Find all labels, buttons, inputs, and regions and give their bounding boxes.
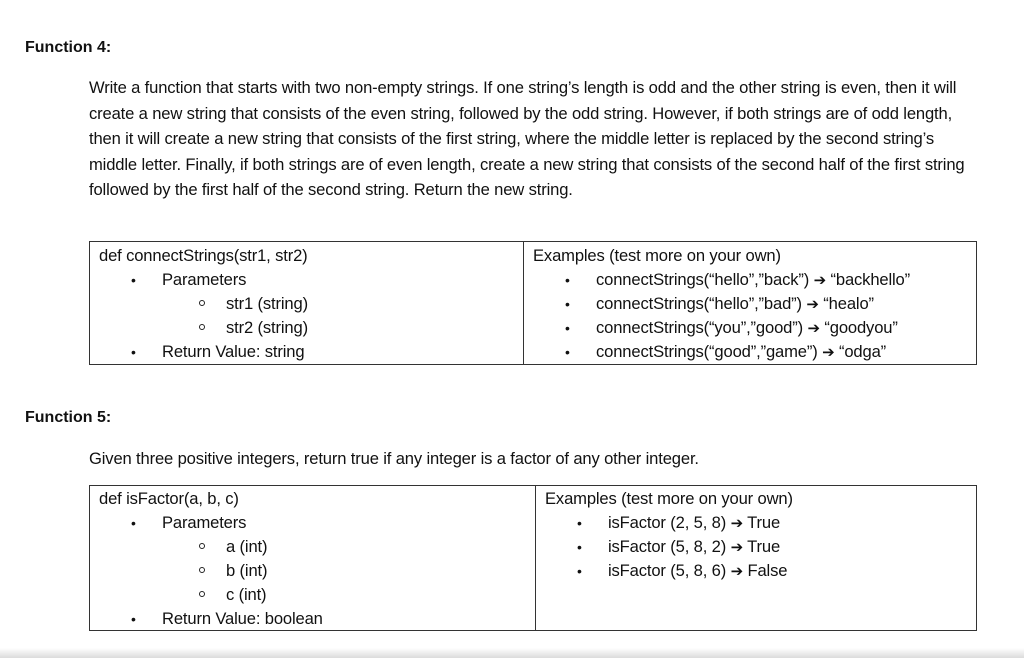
- example-call: isFactor (2, 5, 8): [608, 513, 727, 532]
- example-call: connectStrings(“hello”,”back”): [596, 270, 810, 289]
- arrow-right-icon: ➔: [806, 296, 819, 313]
- example-result: “odga”: [838, 342, 887, 361]
- function4-table: [89, 241, 977, 365]
- arrow-right-icon: ➔: [730, 515, 743, 532]
- example-call: isFactor (5, 8, 6): [608, 561, 727, 580]
- function5-description: Given three positive integers, return true if any integer is a factor of any other integer.: [89, 449, 699, 468]
- function4-heading: Function 4:: [25, 39, 112, 56]
- bullet-icon: •: [565, 344, 570, 360]
- function4-param-str2: str2 (string): [226, 318, 308, 337]
- circle-bullet-icon: [199, 324, 205, 330]
- example-result: False: [747, 561, 788, 580]
- function5-parameters-label: Parameters: [162, 513, 247, 532]
- bullet-icon: •: [577, 539, 582, 555]
- function4-param-str1: str1 (string): [226, 294, 308, 313]
- bullet-icon: •: [565, 296, 570, 312]
- bullet-icon: •: [131, 611, 136, 627]
- bullet-icon: •: [131, 344, 136, 360]
- arrow-right-icon: ➔: [730, 563, 743, 580]
- bullet-icon: •: [565, 320, 570, 336]
- bullet-icon: •: [565, 272, 570, 288]
- function5-signature-cell: [90, 486, 536, 630]
- function5-example-3: [608, 559, 787, 584]
- function4-description: Write a function that starts with two non-empty strings. If one string’s length is odd and the other string is even, then it will create a new string that consists of the even string, followed by the odd string. However, if both strings are of odd length, then it will create a new string that consists of the first string, where the middle letter is replaced by the second string’s middle letter. Finally, if both strings are of even length, create a new string that consists of the second half of the first string followed by the first half of the second string. Return the new string.: [89, 78, 965, 199]
- function5-example-2: [608, 535, 780, 560]
- example-call: connectStrings(“good”,”game”): [596, 342, 818, 361]
- function4-example-3: [596, 316, 898, 341]
- circle-bullet-icon: [199, 300, 205, 306]
- bullet-icon: •: [577, 515, 582, 531]
- function5-signature: def isFactor(a, b, c): [99, 489, 239, 508]
- arrow-right-icon: ➔: [807, 320, 820, 337]
- function4-signature-cell: [90, 242, 524, 364]
- example-call: connectStrings(“you”,”good”): [596, 318, 803, 337]
- function5-param-b: b (int): [226, 561, 268, 580]
- example-result: True: [747, 537, 781, 556]
- circle-bullet-icon: [199, 591, 205, 597]
- example-call: isFactor (5, 8, 2): [608, 537, 727, 556]
- circle-bullet-icon: [199, 567, 205, 573]
- function5-param-a: a (int): [226, 537, 268, 556]
- function5-heading: Function 5:: [25, 409, 112, 426]
- function5-param-c: c (int): [226, 585, 267, 604]
- page-bottom-shadow: [0, 648, 1024, 658]
- bullet-icon: •: [131, 272, 136, 288]
- function4-signature: def connectStrings(str1, str2): [99, 246, 308, 265]
- function4-example-2: [596, 292, 874, 317]
- arrow-right-icon: ➔: [813, 272, 827, 289]
- example-result: “goodyou”: [824, 318, 898, 337]
- example-result: “backhello”: [830, 270, 911, 289]
- function4-examples-cell: [524, 242, 976, 364]
- function5-examples-label: Examples (test more on your own): [545, 489, 793, 508]
- example-call: connectStrings(“hello”,”bad”): [596, 294, 802, 313]
- example-result: True: [747, 513, 781, 532]
- function5-example-1: [608, 511, 780, 536]
- function4-return-value: Return Value: string: [162, 342, 305, 361]
- function5-examples-cell: [536, 486, 976, 630]
- function5-return-value: Return Value: boolean: [162, 609, 323, 628]
- arrow-right-icon: ➔: [822, 344, 835, 361]
- arrow-right-icon: ➔: [730, 539, 743, 556]
- function4-example-1: [596, 268, 910, 293]
- circle-bullet-icon: [199, 543, 205, 549]
- bullet-icon: •: [131, 515, 136, 531]
- function4-parameters-label: Parameters: [162, 270, 247, 289]
- example-result: “healo”: [823, 294, 874, 313]
- function4-example-4: [596, 340, 886, 365]
- bullet-icon: •: [577, 563, 582, 579]
- function5-table: [89, 485, 977, 631]
- function4-examples-label: Examples (test more on your own): [533, 246, 781, 265]
